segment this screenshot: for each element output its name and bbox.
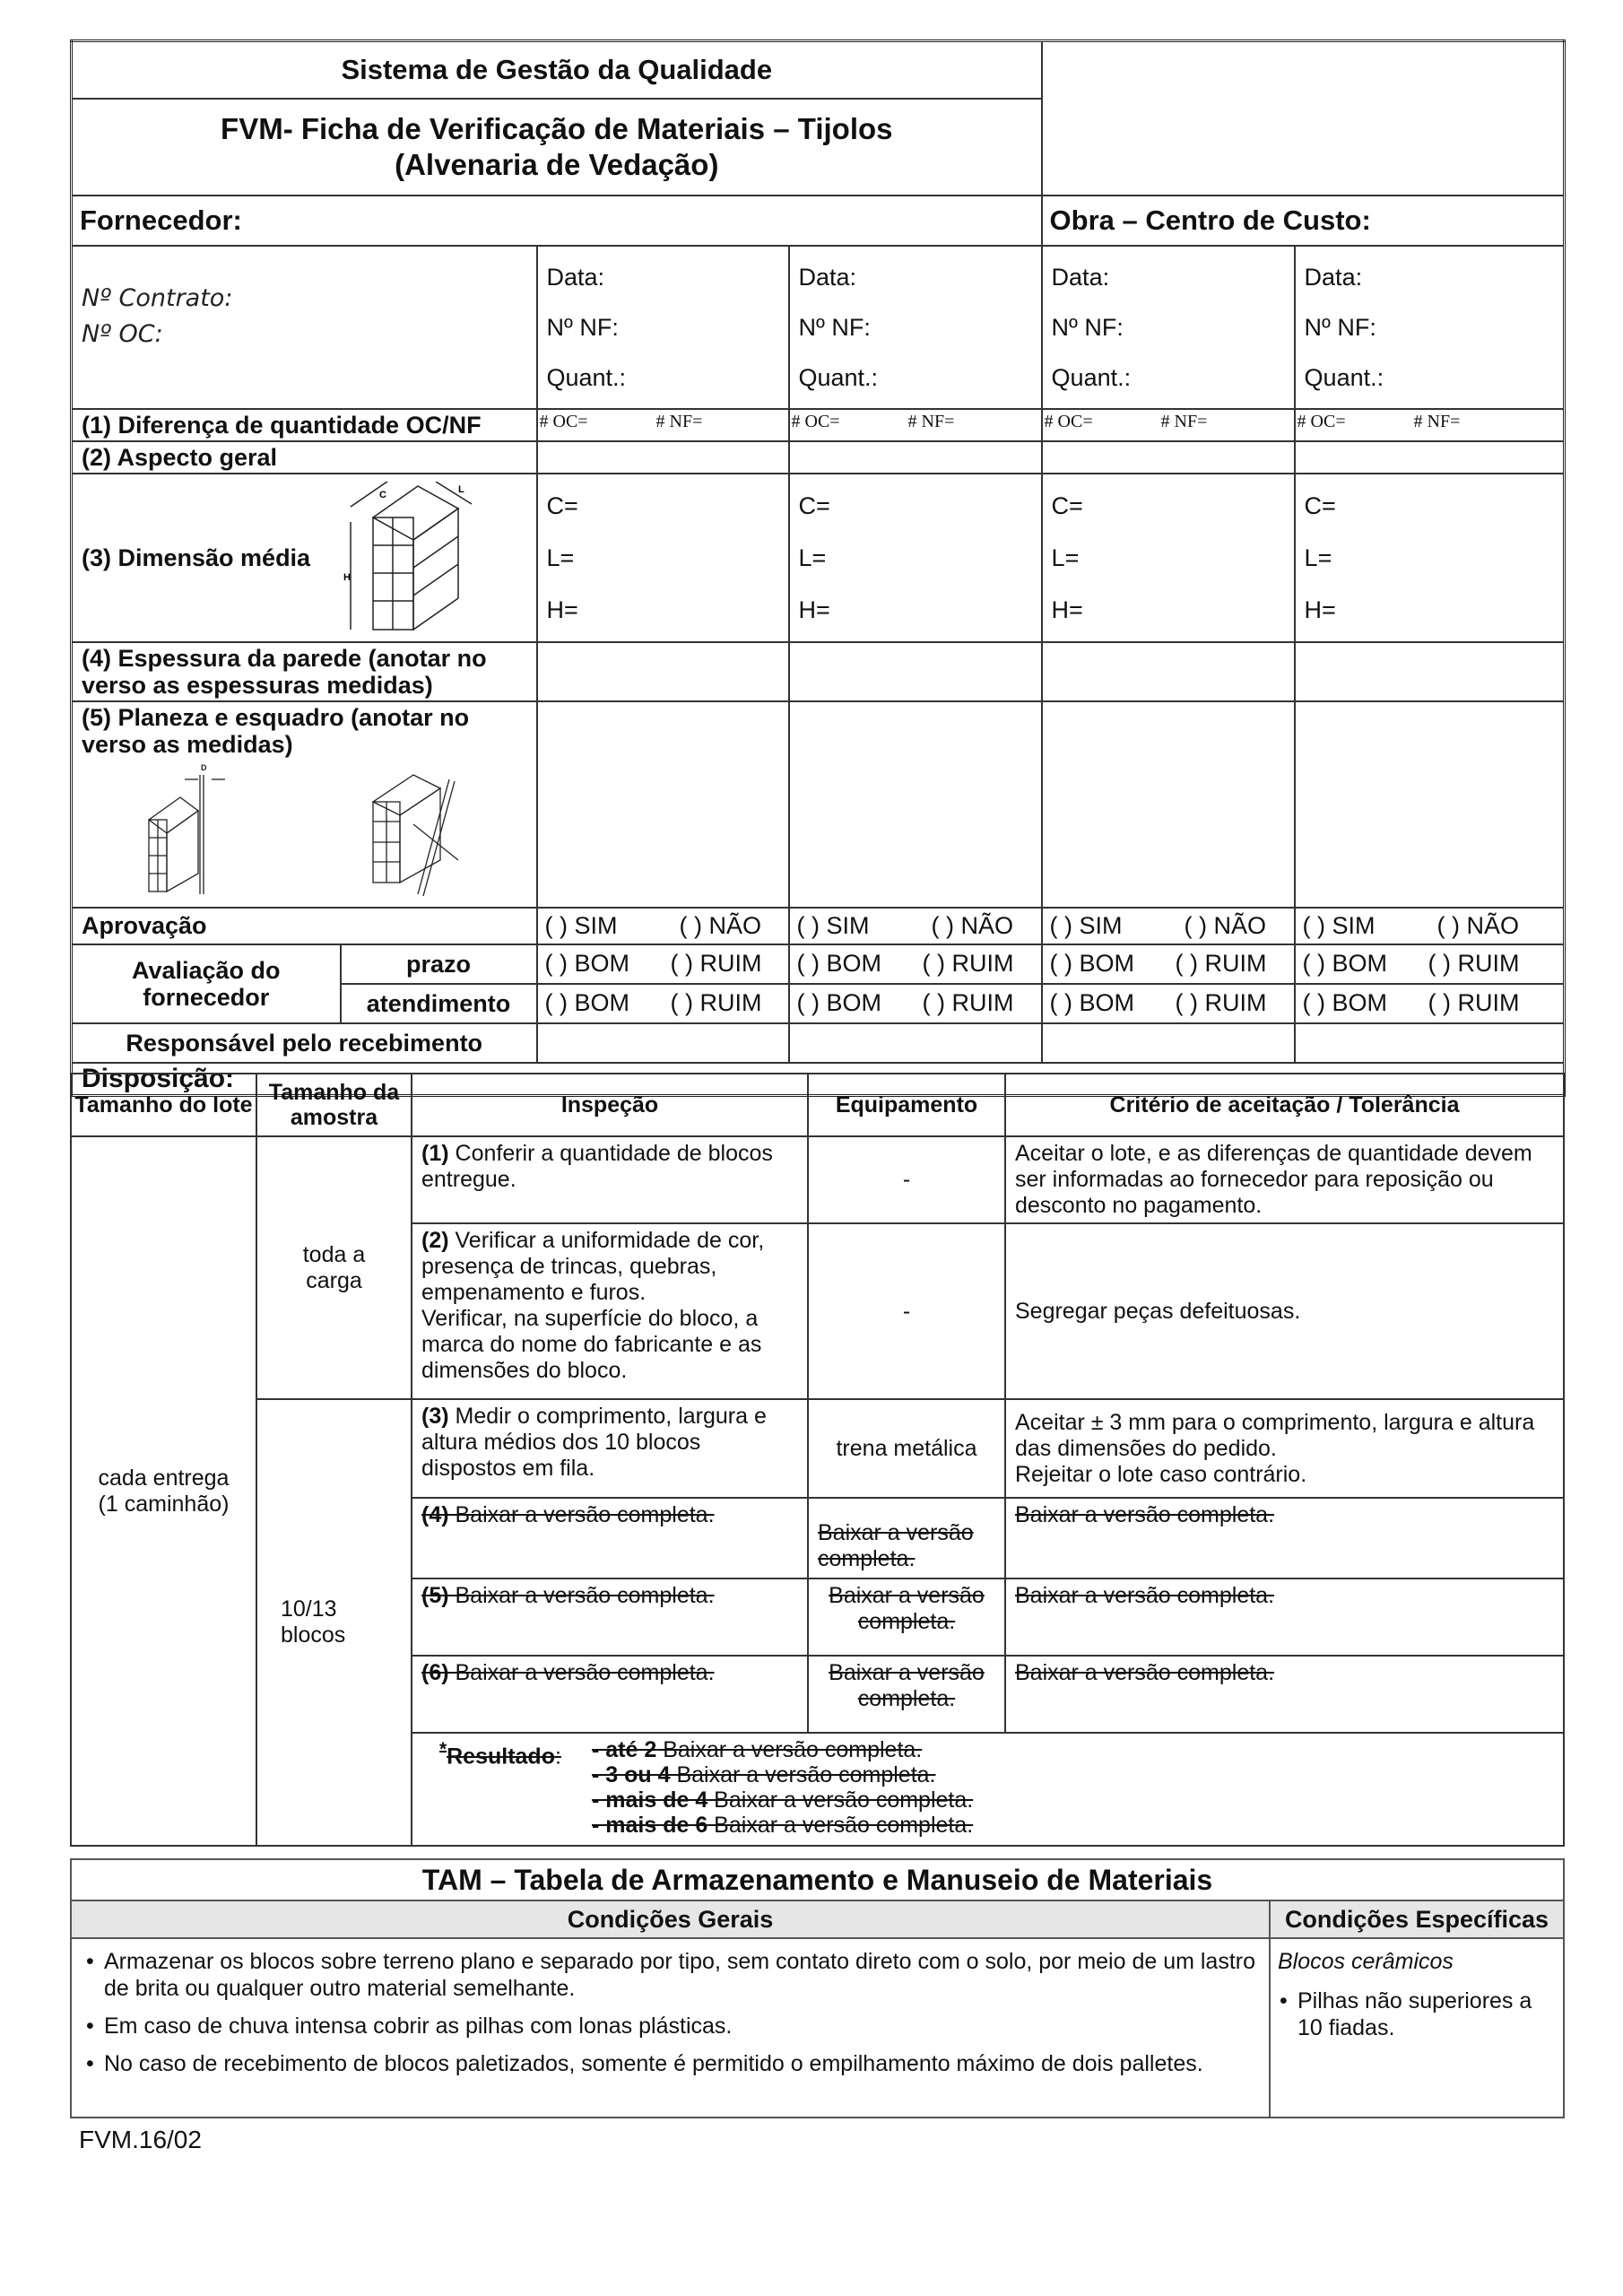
brick-dimension-icon [324,482,503,634]
date-label: Data: [546,263,605,291]
qty-label: Quant.: [1304,363,1384,391]
flatness-4[interactable] [1295,701,1565,908]
nf-eq: # NF= [1413,411,1461,431]
l-label: L= [1051,544,1080,571]
system-title: Sistema de Gestão da Qualidade [72,41,1042,99]
date-label: Data: [1304,263,1363,291]
qty-label: Quant.: [798,363,879,391]
equipment-6: Baixar a versão completa. [808,1656,1005,1733]
inspection-3: (3) Medir o comprimento, largura e altura médios dos 10 blocos dispostos em fila. [412,1399,808,1498]
supplier-eval-label: Avaliação do fornecedor [72,944,341,1023]
qty-label: Quant.: [546,363,627,391]
atend-bad-checkbox[interactable]: ( ) RUIM [670,989,762,1016]
flatness-2[interactable] [789,701,1042,908]
specific-title: Blocos cerâmicos [1278,1949,1454,1974]
criteria-6: Baixar a versão completa. [1005,1656,1564,1733]
form-title-line1: FVM- Ficha de Verificação de Materiais – Tijolos [221,111,893,145]
approve-yes-checkbox[interactable]: ( ) SIM [796,911,870,939]
criteria-2: Segregar peças defeituosas. [1005,1223,1564,1399]
oc-eq: # OC= [539,411,588,431]
result-lines: - até 2 Baixar a versão completa. - 3 ou 4 Baixar a versão completa. - mais de 4 Baixar a versão completa. - mais de 6 Baixar a versão completa. [592,1737,974,1838]
responsible-2[interactable] [789,1023,1042,1063]
specific-conditions-header: Condições Específicas [1270,1900,1564,1938]
nf-label: Nº NF: [798,313,871,341]
dimension-1[interactable] [537,474,789,642]
qty-diff-4[interactable] [1295,409,1565,441]
nf-label: Nº NF: [546,313,619,341]
qty-diff-3[interactable] [1042,409,1295,441]
atend-good-checkbox[interactable]: ( ) BOM [1302,989,1388,1016]
general-item: • No caso de recebimento de blocos paletizados, somente é permitido o empilhamento máximo de dois palletes. [84,2050,1256,2077]
criteria-1: Aceitar o lote, e as diferenças de quantidade devem ser informadas ao fornecedor para reposição ou desconto no pagamento. [1005,1136,1564,1223]
aspect-2[interactable] [789,441,1042,474]
tam-title: TAM – Tabela de Armazenamento e Manuseio de Materiais [71,1859,1564,1900]
disposition-field[interactable]: Disposição: [72,1063,1565,1096]
delivery-4-info[interactable] [1295,246,1565,409]
prazo-1 [537,944,789,984]
header-inspection: Inspeção [412,1074,808,1136]
nf-eq: # NF= [1160,411,1208,431]
oc-number-label: Nº OC: [82,319,163,348]
wall-thickness-2[interactable] [789,642,1042,701]
aspect-label: (2) Aspecto geral [72,441,537,474]
flatness-label: (5) Planeza e esquadro (anotar no verso as medidas) [82,703,470,758]
c-label: C= [1051,491,1083,519]
l-label: L= [798,544,827,571]
date-label: Data: [1051,263,1110,291]
verification-form [70,39,1566,1097]
prazo-bad-checkbox[interactable]: ( ) RUIM [922,950,1014,977]
wall-thickness-1[interactable] [537,642,789,701]
equipment-3: trena metálica [808,1399,1005,1498]
approve-yes-checkbox[interactable]: ( ) SIM [1049,911,1123,939]
form-title [72,99,1042,196]
approve-no-checkbox[interactable]: ( ) NÃO [1436,911,1520,939]
approve-yes-checkbox[interactable]: ( ) SIM [544,911,618,939]
oc-eq: # OC= [791,411,840,431]
criteria-3: Aceitar ± 3 mm para o comprimento, largura e altura das dimensões do pedido. Rejeitar o lote caso contrário. [1005,1399,1564,1498]
inspection-2: (2) Verificar a uniformidade de cor, presença de trincas, quebras, empenamento e furos. Verificar, na superfície do bloco, a marca do nome do fabricante e as dimensões do bloco. [412,1223,808,1399]
aspect-4[interactable] [1295,441,1565,474]
header-sample-size: Tamanho da amostra [256,1074,412,1136]
qty-diff-label: (1) Diferença de quantidade OC/NF [72,409,537,441]
supplier-field[interactable]: Fornecedor: [72,196,1042,246]
prazo-good-checkbox[interactable]: ( ) BOM [544,950,629,977]
svg-text:C: C [379,489,386,500]
flatness-3[interactable] [1042,701,1295,908]
approve-no-checkbox[interactable]: ( ) NÃO [1184,911,1267,939]
prazo-bad-checkbox[interactable]: ( ) RUIM [1428,950,1520,977]
atend-1 [537,984,789,1023]
nf-label: Nº NF: [1051,313,1124,341]
qty-label: Quant.: [1051,363,1132,391]
nf-label: Nº NF: [1304,313,1376,341]
approval-1 [537,908,789,944]
c-label: C= [798,491,830,519]
prazo-bad-checkbox[interactable]: ( ) RUIM [1175,950,1267,977]
date-label: Data: [798,263,857,291]
flatness-1[interactable] [537,701,789,908]
h-label: H= [798,596,830,623]
equipment-4: Baixar a versão completa. [808,1498,1005,1578]
specific-item: • Pilhas não superiores a 10 fiadas. [1278,1987,1550,2041]
criteria-5: Baixar a versão completa. [1005,1578,1564,1656]
delivery-3-info[interactable] [1042,246,1295,409]
equipment-5: Baixar a versão completa. [808,1578,1005,1656]
qty-diff-2[interactable] [789,409,1042,441]
nf-eq: # NF= [907,411,955,431]
nf-eq: # NF= [655,411,703,431]
approval-4 [1295,908,1565,944]
delivery-1-info[interactable] [537,246,789,409]
c-label: C= [546,491,578,519]
flatness-diagram-icon [144,761,225,896]
approval-3 [1042,908,1295,944]
inspection-4: (4) Baixar a versão completa. [412,1498,808,1578]
result-section: *Resultado: - até 2 Baixar a versão completa. - 3 ou 4 Baixar a versão completa. - mais de 4 Baixar a versão completa. - mais de 6 Baixar a versão completa. [412,1733,1564,1846]
dimension-4[interactable] [1295,474,1565,642]
svg-text:H: H [343,571,351,583]
prazo-bad-checkbox[interactable]: ( ) RUIM [670,950,762,977]
form-title-line2: (Alvenaria de Vedação) [395,147,719,181]
svg-text:L: L [458,483,464,495]
general-conditions-header: Condições Gerais [71,1900,1270,1938]
atend-good-checkbox[interactable]: ( ) BOM [544,989,629,1016]
atend-2 [789,984,1042,1023]
prazo-good-checkbox[interactable]: ( ) BOM [796,950,881,977]
logo-area [1042,41,1565,196]
form-code: FVM.16/02 [79,2126,202,2153]
atend-3 [1042,984,1295,1023]
atend-4 [1295,984,1565,1023]
sample-all-value: toda a carga [256,1136,412,1399]
lot-size-value: cada entrega (1 caminhão) [71,1136,256,1846]
inspection-1: (1) Conferir a quantidade de blocos entregue. [412,1136,808,1223]
l-label: L= [1304,544,1332,571]
approve-no-checkbox[interactable]: ( ) NÃO [931,911,1013,939]
svg-text:D: D [201,762,207,772]
criteria-4: Baixar a versão completa. [1005,1498,1564,1578]
general-conditions [71,1938,1270,2118]
sample-blocks-value: 10/13 blocos [256,1399,412,1846]
atend-bad-checkbox[interactable]: ( ) RUIM [1428,989,1520,1016]
contract-info [72,246,537,409]
prazo-3 [1042,944,1295,984]
header-equipment: Equipamento [808,1074,1005,1136]
responsible-3[interactable] [1042,1023,1295,1063]
aspect-3[interactable] [1042,441,1295,474]
approve-no-checkbox[interactable]: ( ) NÃO [679,911,761,939]
storage-table [70,1858,1565,2118]
qty-diff-1[interactable] [537,409,789,441]
approve-yes-checkbox[interactable]: ( ) SIM [1302,911,1376,939]
dimension-cell [72,474,537,642]
squareness-diagram-icon [369,761,467,896]
approval-label: Aprovação [72,908,537,944]
oc-eq: # OC= [1044,411,1093,431]
prazo-good-checkbox[interactable]: ( ) BOM [1049,950,1135,977]
approval-2 [789,908,1042,944]
inspection-5: (5) Baixar a versão completa. [412,1578,808,1656]
atend-good-checkbox[interactable]: ( ) BOM [1049,989,1135,1016]
header-lot-size: Tamanho do lote [71,1074,256,1136]
wall-thickness-label: (4) Espessura da parede (anotar no verso as espessuras medidas) [72,642,537,701]
prazo-label: prazo [341,944,537,984]
responsible-label: Responsável pelo recebimento [72,1023,537,1063]
c-label: C= [1304,491,1336,519]
dimension-label: (3) Dimensão média [82,544,311,571]
contract-number-label: Nº Contrato: [82,283,233,312]
aspect-1[interactable] [537,441,789,474]
atend-good-checkbox[interactable]: ( ) BOM [796,989,881,1016]
site-cost-center-field[interactable]: Obra – Centro de Custo: [1042,196,1565,246]
atend-bad-checkbox[interactable]: ( ) RUIM [922,989,1014,1016]
delivery-2-info[interactable] [789,246,1042,409]
equipment-2: - [808,1223,1005,1399]
h-label: H= [1051,596,1083,623]
equipment-1: - [808,1136,1005,1223]
wall-thickness-4[interactable] [1295,642,1565,701]
flatness-cell [72,701,537,908]
prazo-2 [789,944,1042,984]
dimension-2[interactable] [789,474,1042,642]
h-label: H= [546,596,578,623]
wall-thickness-3[interactable] [1042,642,1295,701]
general-item: • Em caso de chuva intensa cobrir as pilhas com lonas plásticas. [84,2013,1256,2039]
l-label: L= [546,544,575,571]
header-criteria: Critério de aceitação / Tolerância [1005,1074,1564,1136]
general-item: • Armazenar os blocos sobre terreno plano e separado por tipo, sem contato direto com o solo, por meio de um lastro de brita ou qualquer outro material semelhante. [84,1948,1256,2002]
atend-bad-checkbox[interactable]: ( ) RUIM [1175,989,1267,1016]
responsible-4[interactable] [1295,1023,1565,1063]
responsible-1[interactable] [537,1023,789,1063]
specific-conditions [1270,1938,1564,2118]
inspection-6: (6) Baixar a versão completa. [412,1656,808,1733]
dimension-3[interactable] [1042,474,1295,642]
atendimento-label: atendimento [341,984,537,1023]
h-label: H= [1304,596,1336,623]
prazo-good-checkbox[interactable]: ( ) BOM [1302,950,1388,977]
inspection-table [70,1073,1565,1847]
prazo-4 [1295,944,1565,984]
oc-eq: # OC= [1297,411,1346,431]
